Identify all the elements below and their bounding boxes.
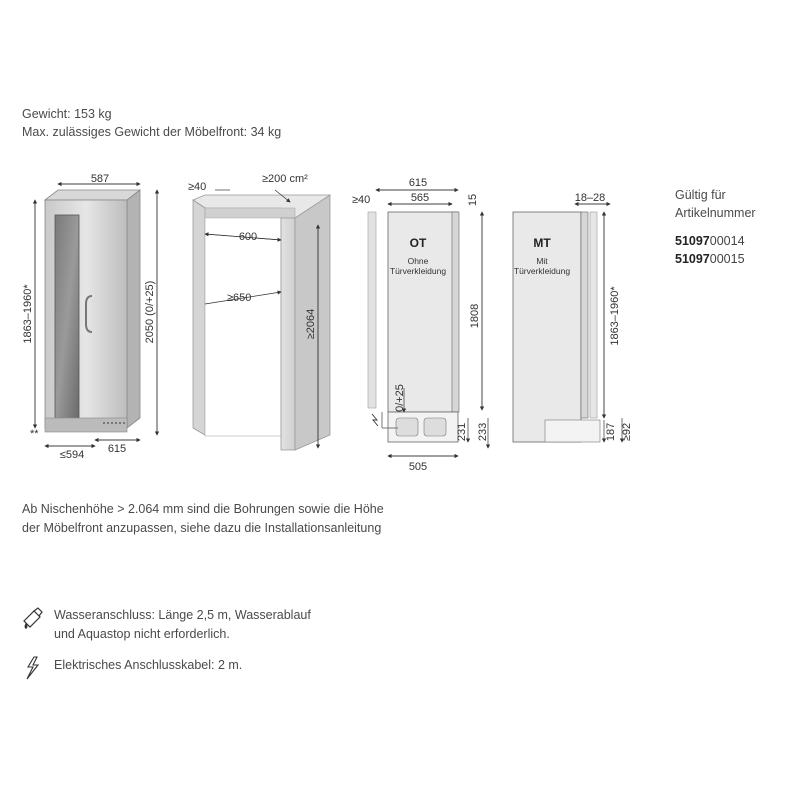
dim-mt-187: 187 xyxy=(605,422,617,442)
water-connection-icon xyxy=(24,608,42,629)
glass-door-panel xyxy=(55,215,79,420)
dim-mt-92: ≥92 xyxy=(621,422,633,442)
dim-front-width: 587 xyxy=(90,173,110,185)
dim-front-height: 1863–1960* xyxy=(22,284,34,344)
mt-desc-1: Mit xyxy=(536,256,548,266)
ot-desc-2: Türverkleidung xyxy=(389,266,447,276)
niche-right-wall xyxy=(281,218,295,450)
power-symbol-icon xyxy=(372,414,378,426)
appliance-plinth xyxy=(45,418,127,432)
mt-code: MT xyxy=(533,236,551,250)
note-line-1: Ab Nischenhöhe > 2.064 mm sind die Bohrungen sowie die Höhe xyxy=(22,502,384,516)
dim-side-231: 231 xyxy=(456,422,468,442)
lightning-icon xyxy=(27,657,38,679)
dim-niche-width: 600 xyxy=(238,231,258,243)
dim-niche-height: ≥2064 xyxy=(305,308,317,340)
dim-side-615: 615 xyxy=(408,177,428,189)
dim-front-base-width: ≤594 xyxy=(59,449,85,461)
water-line-2: und Aquastop nicht erforderlich. xyxy=(54,627,230,641)
furniture-front-panel xyxy=(368,212,376,408)
dim-side-1808: 1808 xyxy=(469,303,481,329)
dim-side-40: ≥40 xyxy=(352,194,371,206)
dim-mt-1828: 18–28 xyxy=(574,192,606,204)
side-view-mt xyxy=(513,192,633,442)
article-number-2-bold: 51097 xyxy=(675,252,710,266)
side-view-ot xyxy=(352,177,489,473)
dim-front-star: ** xyxy=(30,428,39,440)
dim-front-total: 2050 (0/+25) xyxy=(144,280,156,344)
validity-title-1: Gültig für xyxy=(675,188,726,202)
front-weight-text: Max. zulässiges Gewicht der Möbelfront: 34 kg xyxy=(22,125,282,139)
appliance-front-view xyxy=(22,173,157,461)
dim-niche-40: ≥40 xyxy=(188,181,207,193)
appliance-top-face xyxy=(45,190,140,200)
dim-side-505: 505 xyxy=(408,461,428,473)
dim-front-base-depth: 615 xyxy=(107,443,127,455)
dim-side-adjust: 0/+25 xyxy=(394,384,406,412)
niche-view xyxy=(188,173,330,450)
dim-side-233: 233 xyxy=(477,422,489,442)
dim-niche-vent: ≥200 cm² xyxy=(262,173,308,185)
ot-code: OT xyxy=(409,236,427,250)
electric-line-1: Elektrisches Anschlusskabel: 2 m. xyxy=(54,658,243,672)
dim-side-565: 565 xyxy=(410,192,430,204)
article-number-1-rest: 00014 xyxy=(709,234,745,248)
validity-title-2: Artikelnummer xyxy=(675,206,756,220)
water-line-1: Wasseranschluss: Länge 2,5 m, Wasserablauf xyxy=(54,608,311,622)
note-line-2: der Möbelfront anzupassen, siehe dazu die Installationsanleitung xyxy=(22,521,382,535)
ot-desc-1: Ohne xyxy=(407,256,429,266)
appliance-side-face xyxy=(127,190,140,428)
dim-side-15: 15 xyxy=(467,193,479,207)
weight-text: Gewicht: 153 kg xyxy=(22,107,112,121)
dim-mt-height: 1863–1960* xyxy=(609,286,621,346)
article-number-1-bold: 51097 xyxy=(675,234,710,248)
dim-niche-depth: ≥650 xyxy=(227,292,252,304)
mt-door-cladding xyxy=(590,212,597,418)
article-number-2-rest: 00015 xyxy=(709,252,745,266)
mt-desc-2: Türverkleidung xyxy=(513,266,571,276)
